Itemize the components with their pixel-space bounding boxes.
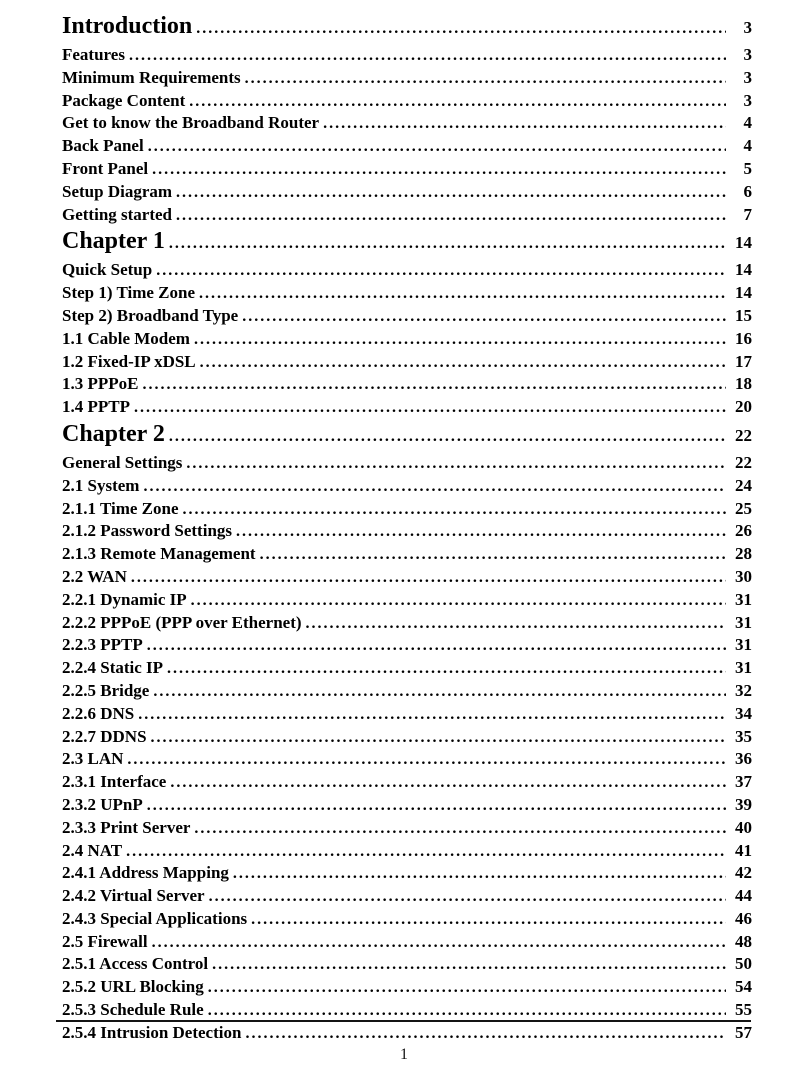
toc-entry [62,589,752,612]
toc-entry-label: 2.2.2 PPPoE (PPP over Ethernet) [62,612,302,632]
toc-entry-page: 36 [735,749,752,769]
toc-entry-page: 25 [735,498,752,518]
toc-entry-label: 2.4.1 Address Mapping [62,863,229,883]
toc-entry-page: 48 [735,931,752,951]
dot-leader [186,453,726,475]
toc-entry [62,328,752,351]
toc-entry-page: 22 [735,452,752,472]
toc-entry-page: 26 [735,521,752,541]
toc-entry-page: 20 [735,397,752,417]
dot-leader [212,954,726,976]
toc-entry-label: Get to know the Broadband Router [62,113,320,133]
dot-leader [176,182,726,204]
toc-entry-page: 3 [743,90,752,110]
toc-heading-label: Chapter 1 [62,228,165,255]
toc-entry [62,351,752,374]
toc-entry [62,305,752,328]
toc-entry [62,794,752,817]
toc-entry-label: 1.1 Cable Modem [62,328,190,348]
toc-entry [62,657,752,680]
toc-entry-page: 31 [735,658,752,678]
toc-entry [62,67,752,90]
dot-leader [138,704,726,726]
toc-heading-page: 3 [743,18,752,37]
dot-leader [153,681,726,703]
dot-leader [156,260,726,282]
footer-divider [56,1020,751,1022]
toc-entry-label: 2.2.1 Dynamic IP [62,589,187,609]
toc-entry-page: 40 [735,817,752,837]
toc-entry [62,158,752,181]
toc-entry-label: 2.3.1 Interface [62,772,167,792]
toc-entry-page: 3 [743,45,752,64]
toc-entry [62,396,752,419]
dot-leader [134,397,726,419]
dot-leader [245,68,726,90]
toc-entry-label: 2.3.2 UPnP [62,794,143,814]
toc-entry [62,475,752,498]
toc-entry [62,931,752,954]
dot-leader [194,818,726,840]
toc-entry [62,543,752,566]
toc-entry-page: 57 [735,1022,752,1042]
toc-entry-label: Back Panel [62,136,144,156]
dot-leader [191,590,726,612]
dot-leader [176,205,726,227]
toc-entry-page: 50 [735,954,752,974]
dot-leader [148,136,726,158]
toc-entry-page: 46 [735,908,752,928]
dot-leader [233,863,726,885]
dot-leader [143,374,727,396]
toc-entry-label: 2.5.3 Schedule Rule [62,1000,204,1020]
toc-entry [62,452,752,475]
toc-entry-label: Minimum Requirements [62,67,241,87]
toc-entry [62,259,752,282]
dot-leader [169,228,726,259]
toc-entry-page: 17 [735,351,752,371]
toc-entry [62,373,752,396]
dot-leader [183,499,727,521]
dot-leader [169,421,726,452]
dot-leader [143,476,726,498]
toc-entry-label: 2.2.4 Static IP [62,658,164,678]
toc-entry-label: General Settings [62,452,183,472]
toc-entry-page: 34 [735,703,752,723]
toc-entry [62,135,752,158]
toc-entry-page: 54 [735,977,752,997]
toc-entry-page: 4 [743,113,752,133]
toc-entry [62,976,752,999]
toc-entry [62,634,752,657]
toc-entry-label: Features [62,45,125,64]
toc-entry-label: 2.1 System [62,475,140,495]
toc-entry [62,771,752,794]
toc-entry-page: 37 [735,772,752,792]
toc-entry-label: Setup Diagram [62,181,173,201]
toc-entry-label: 2.3 LAN [62,749,124,769]
dot-leader [200,352,726,374]
toc-entry [62,885,752,908]
toc-entry-page: 44 [735,886,752,906]
toc-entry-label: 2.5.2 URL Blocking [62,977,204,997]
toc-entry-page: 42 [735,863,752,883]
dot-leader [251,909,726,931]
toc-entry-page: 3 [743,67,752,87]
toc-entry-page: 15 [735,305,752,325]
toc-section-heading [62,11,752,44]
toc-entry-page: 32 [735,680,752,700]
toc-entry-page: 7 [743,204,752,224]
dot-leader [208,1000,726,1022]
toc-entry-page: 4 [743,136,752,156]
toc-entry-page: 30 [735,566,752,586]
toc-heading-page: 22 [735,425,752,445]
dot-leader [167,658,726,680]
toc-entry-label: 1.4 PPTP [62,397,130,417]
toc-entry-label: Quick Setup [62,260,153,280]
toc-entry [62,1022,752,1045]
toc-entry-page: 35 [735,726,752,746]
toc-entry [62,204,752,227]
toc-entry-label: 2.4.2 Virtual Server [62,886,205,906]
dot-leader [152,932,726,954]
toc-entry-label: 1.2 Fixed-IP xDSL [62,351,196,371]
dot-leader [242,306,726,328]
toc-entry [62,953,752,976]
toc-entry-label: 1.3 PPPoE [62,374,139,394]
dot-leader [323,113,726,135]
toc-entry [62,44,752,67]
toc-entry-label: Step 2) Broadband Type [62,305,239,325]
toc-entry-label: 2.4 NAT [62,840,123,860]
dot-leader [147,795,726,817]
toc-entry [62,680,752,703]
toc-entry [62,999,752,1022]
toc-entry-page: 6 [743,181,752,201]
toc-heading-page: 14 [735,233,752,253]
toc-entry-page: 55 [735,1000,752,1020]
dot-leader [208,977,726,999]
dot-leader [199,283,726,305]
toc-entry-page: 18 [735,374,752,394]
toc-entry-page: 14 [735,283,752,303]
toc-entry-label: 2.3.3 Print Server [62,817,191,837]
toc-entry [62,181,752,204]
dot-leader [260,544,726,566]
toc-entry-page: 16 [735,328,752,348]
toc-entry-page: 41 [735,840,752,860]
toc-entry-label: 2.2.3 PPTP [62,635,143,655]
toc-entry-label: Getting started [62,204,173,224]
toc-entry-page: 5 [743,158,752,178]
toc-entry-page: 24 [735,475,752,495]
toc-entry-label: 2.5.4 Intrusion Detection [62,1022,242,1042]
toc-heading-label: Chapter 2 [62,420,165,447]
toc-section-heading [62,419,752,452]
toc-entry-label: 2.1.2 Password Settings [62,521,233,541]
toc-entry-page: 31 [735,589,752,609]
toc-entry [62,90,752,113]
dot-leader [131,567,726,589]
toc-entry [62,566,752,589]
toc-entry [62,840,752,863]
toc-entry-label: Step 1) Time Zone [62,283,196,303]
table-of-contents [62,11,752,1045]
dot-leader [152,159,726,181]
dot-leader [196,13,726,44]
toc-entry-label: Package Content [62,90,186,110]
toc-entry [62,112,752,135]
toc-entry [62,498,752,521]
dot-leader [129,45,726,67]
dot-leader [170,772,726,794]
toc-entry-label: 2.1.1 Time Zone [62,498,179,518]
toc-entry-page: 39 [735,794,752,814]
toc-entry-label: 2.1.3 Remote Management [62,544,256,564]
dot-leader [151,727,726,749]
toc-entry-page: 31 [735,635,752,655]
toc-entry-label: 2.2.5 Bridge [62,680,150,700]
dot-leader [126,841,726,863]
toc-entry-label: Front Panel [62,158,149,178]
toc-entry-page: 14 [735,260,752,280]
dot-leader [306,613,726,635]
dot-leader [189,91,726,113]
toc-entry-label: 2.5 Firewall [62,931,148,951]
dot-leader [194,329,726,351]
dot-leader [245,1023,726,1045]
dot-leader [209,886,726,908]
toc-entry [62,748,752,771]
toc-section-heading [62,226,752,259]
toc-entry-label: 2.5.1 Access Control [62,954,209,974]
toc-entry [62,282,752,305]
toc-entry [62,817,752,840]
page-number: 1 [400,1046,408,1063]
toc-entry [62,612,752,635]
toc-entry-label: 2.2 WAN [62,566,127,586]
toc-entry-label: 2.2.7 DDNS [62,726,147,746]
dot-leader [127,749,726,771]
toc-entry [62,908,752,931]
toc-entry-page: 31 [735,612,752,632]
toc-heading-label: Introduction [62,13,193,39]
toc-entry-label: 2.4.3 Special Applications [62,908,248,928]
toc-entry-label: 2.2.6 DNS [62,703,135,723]
toc-entry [62,703,752,726]
toc-entry [62,726,752,749]
dot-leader [147,635,726,657]
dot-leader [236,521,726,543]
toc-entry [62,862,752,885]
toc-entry-page: 28 [735,544,752,564]
toc-entry [62,520,752,543]
